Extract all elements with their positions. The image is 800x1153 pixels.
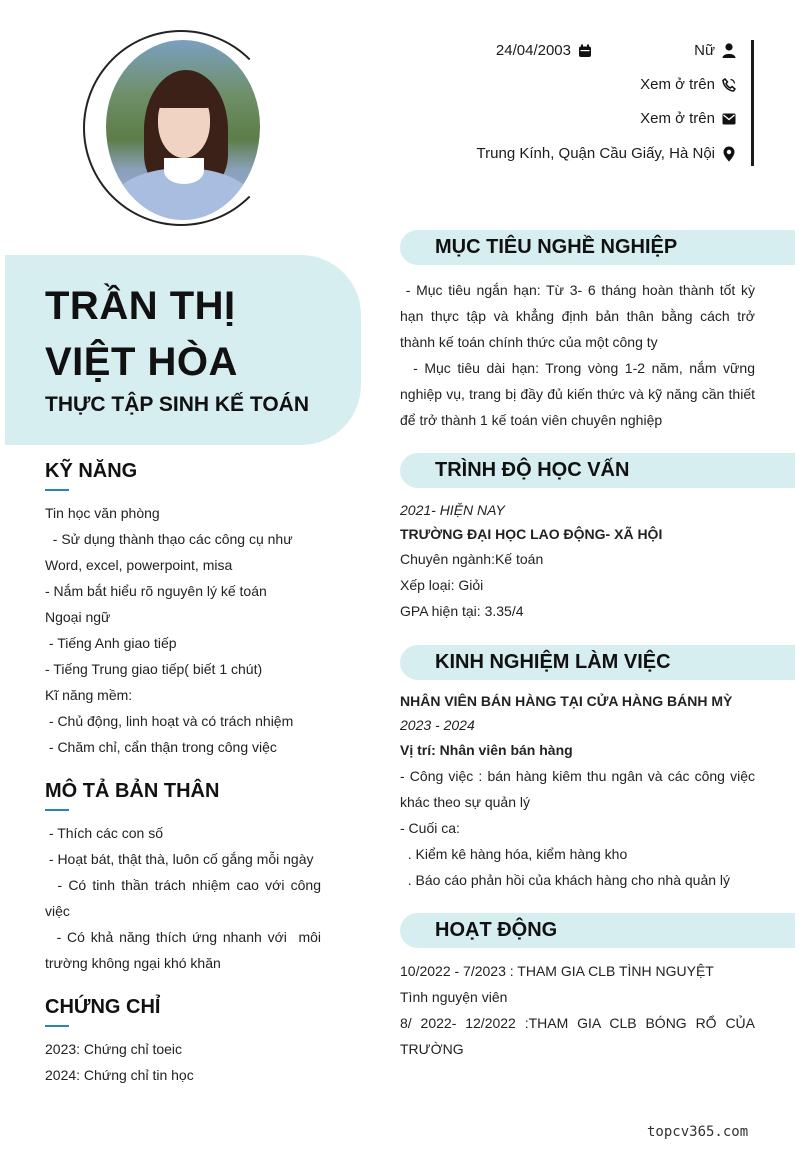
dob-text: 24/04/2003 — [495, 42, 571, 59]
contact-divider — [751, 40, 754, 166]
activity-1: 10/2022 - 7/2023 : THAM GIA CLB TÌNH NGUYỆT — [400, 963, 714, 979]
about-heading-underline — [45, 809, 69, 811]
skill-line: - Chăm chỉ, cẩn thận trong công việc — [45, 739, 277, 755]
activity-2: 8/ 2022- 12/2022 :THAM GIA CLB BÓNG RỔ CỦA TRƯỜNG — [400, 1015, 755, 1057]
skills-heading-underline — [45, 489, 69, 491]
experience-end-2: . Báo cáo phản hồi của khách hàng cho nhà quản lý — [400, 872, 731, 888]
certificates-list — [45, 1036, 330, 1088]
about-line: - Có tinh thần trách nhiệm cao với công việc — [45, 877, 325, 919]
activity-1-role: Tình nguyện viên — [400, 989, 508, 1005]
mail-icon — [721, 111, 736, 126]
footer-watermark: topcv365.com — [647, 1124, 749, 1140]
skill-line: - Tiếng Trung giao tiếp( biết 1 chút) — [45, 661, 263, 677]
skill-line: Tin học văn phòng — [45, 505, 160, 521]
objective-header — [400, 230, 795, 265]
skill-line: - Sử dụng thành thạo các công cụ như Word, excel, powerpoint, misa — [45, 531, 297, 573]
name-line-2: VIỆT HÒA — [45, 340, 238, 384]
activities-body — [400, 958, 755, 1062]
about-heading: MÔ TẢ BẢN THÂN — [45, 780, 220, 802]
phone-text: Xem ở trên — [640, 76, 715, 93]
experience-period: 2023 - 2024 — [400, 717, 475, 733]
email-row — [640, 110, 736, 127]
job-title: THỰC TẬP SINH KẾ TOÁN — [45, 393, 309, 416]
objective-heading: MỤC TIÊU NGHỀ NGHIỆP — [435, 236, 678, 258]
education-gpa: GPA hiện tại: 3.35/4 — [400, 603, 524, 619]
education-school: TRƯỜNG ĐẠI HỌC LAO ĐỘNG- XÃ HỘI — [400, 526, 663, 542]
skill-line: Ngoại ngữ — [45, 609, 111, 625]
experience-body — [400, 689, 755, 893]
about-line: - Có khả năng thích ứng nhanh với môi trường không ngại khó khăn — [45, 929, 325, 971]
certificate-line: 2023: Chứng chỉ toeic — [45, 1041, 183, 1057]
phone-icon — [721, 77, 736, 92]
objective-long-term: - Mục tiêu dài hạn: Trong vòng 1-2 năm, nắm vững nghiệp vụ, trang bị đầy đủ kiến thức và kỹ năng cần thiết để trở thành 1 kế toán viên chuyên nghiệp — [400, 360, 759, 428]
calendar-icon — [577, 43, 592, 58]
dob-row — [496, 42, 592, 59]
activities-header — [400, 913, 795, 948]
email-text: Xem ở trên — [640, 110, 715, 127]
education-header — [400, 453, 795, 488]
experience-header — [400, 645, 795, 680]
full-name — [45, 278, 238, 390]
education-rank: Xếp loại: Giỏi — [400, 577, 484, 593]
education-period: 2021- HIỆN NAY — [400, 502, 505, 518]
experience-end-label: - Cuối ca: — [400, 820, 460, 836]
skill-line: Kĩ năng mềm: — [45, 687, 133, 703]
experience-position: Vị trí: Nhân viên bán hàng — [400, 742, 573, 758]
avatar — [106, 40, 260, 220]
certificates-heading: CHỨNG CHỈ — [45, 996, 161, 1018]
experience-heading: KINH NGHIỆM LÀM VIỆC — [435, 651, 671, 673]
skill-line: - Nắm bắt hiểu rõ nguyên lý kế toán — [45, 583, 267, 599]
skills-list — [45, 500, 330, 760]
education-body — [400, 498, 755, 624]
location-pin-icon — [721, 146, 736, 161]
activities-heading: HOẠT ĐỘNG — [435, 919, 558, 941]
address-text: Trung Kính, Quận Cầu Giấy, Hà Nội — [476, 145, 715, 162]
about-line: - Hoạt bát, thật thà, luôn cố gắng mỗi ngày — [45, 851, 314, 867]
name-line-1: TRẦN THỊ — [45, 284, 236, 328]
experience-duty: - Công việc : bán hàng kiêm thu ngân và các công việc khác theo sự quản lý — [400, 768, 755, 810]
objective-body — [400, 277, 759, 433]
certificates-heading-underline — [45, 1025, 69, 1027]
education-major: Chuyên ngành:Kế toán — [400, 551, 544, 567]
objective-short-term: - Mục tiêu ngắn hạn: Từ 3- 6 tháng hoàn thành tốt kỳ hạn thực tập và khẳng định bản thân bằng cách trở thành kế toán chính thức của một công ty — [400, 282, 759, 350]
skill-line: - Tiếng Anh giao tiếp — [45, 635, 177, 651]
education-heading: TRÌNH ĐỘ HỌC VẤN — [435, 459, 630, 481]
phone-row — [640, 76, 736, 93]
skills-heading: KỸ NĂNG — [45, 460, 138, 482]
address-row — [477, 145, 736, 162]
gender-text: Nữ — [694, 42, 715, 59]
experience-end-1: . Kiểm kê hàng hóa, kiểm hàng kho — [400, 846, 628, 862]
skill-line: - Chủ động, linh hoạt và có trách nhiệm — [45, 713, 294, 729]
gender-row — [694, 42, 736, 59]
certificate-line: 2024: Chứng chỉ tin học — [45, 1067, 194, 1083]
user-icon — [721, 43, 736, 58]
about-line: - Thích các con số — [45, 825, 164, 841]
experience-company: NHÂN VIÊN BÁN HÀNG TẠI CỬA HÀNG BÁNH MỲ — [400, 693, 733, 709]
about-list — [45, 820, 325, 976]
